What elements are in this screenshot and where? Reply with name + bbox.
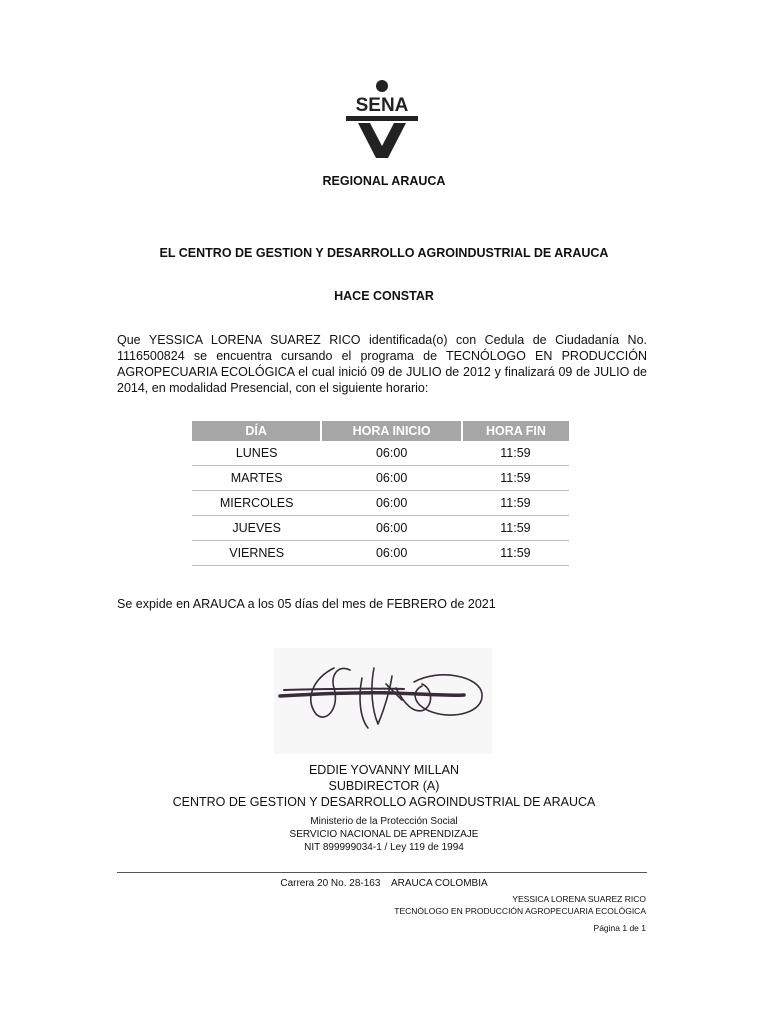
day-cell: MARTES bbox=[192, 466, 321, 491]
center-heading: EL CENTRO DE GESTION Y DESARROLLO AGROINDUSTRIAL DE ARAUCA bbox=[159, 246, 609, 260]
day-cell: VIERNES bbox=[192, 541, 321, 566]
sena-logo-icon bbox=[344, 78, 420, 160]
certification-paragraph: Que YESSICA LORENA SUAREZ RICO identificada(o) con Cedula de Ciudadanía No. 1116500824 se encuentra cursando el programa de TECNÓLOGO EN PRODUCCIÓN AGROPECUARIA ECOLÓGICA el cual inició 09 de JULIO de 2012 y finalizará 09 de JULIO de 2014, en modalidad Presencial, con el siguiente horario: bbox=[117, 333, 647, 395]
start-cell: 06:00 bbox=[321, 516, 462, 541]
start-cell: 06:00 bbox=[321, 466, 462, 491]
signer-name: EDDIE YOVANNY MILLAN bbox=[308, 763, 460, 777]
hace-constar-heading: HACE CONSTAR bbox=[334, 289, 434, 303]
regional-heading: REGIONAL ARAUCA bbox=[322, 174, 446, 188]
start-cell: 06:00 bbox=[321, 541, 462, 566]
footer-address: Carrera 20 No. 28-163 ARAUCA COLOMBIA bbox=[280, 878, 488, 889]
institution-nit: NIT 899999034-1 / Ley 119 de 1994 bbox=[304, 842, 464, 853]
handwritten-signature bbox=[274, 648, 492, 754]
table-row bbox=[192, 491, 569, 516]
table-row bbox=[192, 441, 569, 466]
start-cell: 06:00 bbox=[321, 441, 462, 466]
day-cell: LUNES bbox=[192, 441, 321, 466]
footer-page-number: Página 1 de 1 bbox=[593, 923, 646, 933]
signer-center: CENTRO DE GESTION Y DESARROLLO AGROINDUSTRIAL DE ARAUCA bbox=[172, 795, 596, 809]
end-cell: 11:59 bbox=[462, 491, 569, 516]
end-cell: 11:59 bbox=[462, 541, 569, 566]
column-header-end: HORA FIN bbox=[462, 421, 569, 441]
end-cell: 11:59 bbox=[462, 516, 569, 541]
issued-statement: Se expide en ARAUCA a los 05 días del mes de FEBRERO de 2021 bbox=[117, 597, 496, 611]
day-cell: JUEVES bbox=[192, 516, 321, 541]
table-row bbox=[192, 466, 569, 491]
column-header-start: HORA INICIO bbox=[321, 421, 462, 441]
table-row bbox=[192, 516, 569, 541]
column-header-day: DÍA bbox=[192, 421, 321, 441]
day-cell: MIERCOLES bbox=[192, 491, 321, 516]
table-row bbox=[192, 541, 569, 566]
institution-name: SERVICIO NACIONAL DE APRENDIZAJE bbox=[289, 829, 479, 840]
end-cell: 11:59 bbox=[462, 466, 569, 491]
end-cell: 11:59 bbox=[462, 441, 569, 466]
schedule-header-row bbox=[192, 421, 569, 441]
svg-text:SENA: SENA bbox=[355, 95, 409, 116]
start-cell: 06:00 bbox=[321, 491, 462, 516]
institution-ministry: Ministerio de la Protección Social bbox=[310, 816, 458, 827]
footer-program: TECNÓLOGO EN PRODUCCIÓN AGROPECUARIA ECOLÓGICA bbox=[394, 906, 646, 916]
schedule-table bbox=[192, 421, 569, 566]
footer-student: YESSICA LORENA SUAREZ RICO bbox=[512, 894, 646, 904]
signer-title: SUBDIRECTOR (A) bbox=[328, 779, 440, 793]
footer-divider bbox=[117, 872, 647, 873]
